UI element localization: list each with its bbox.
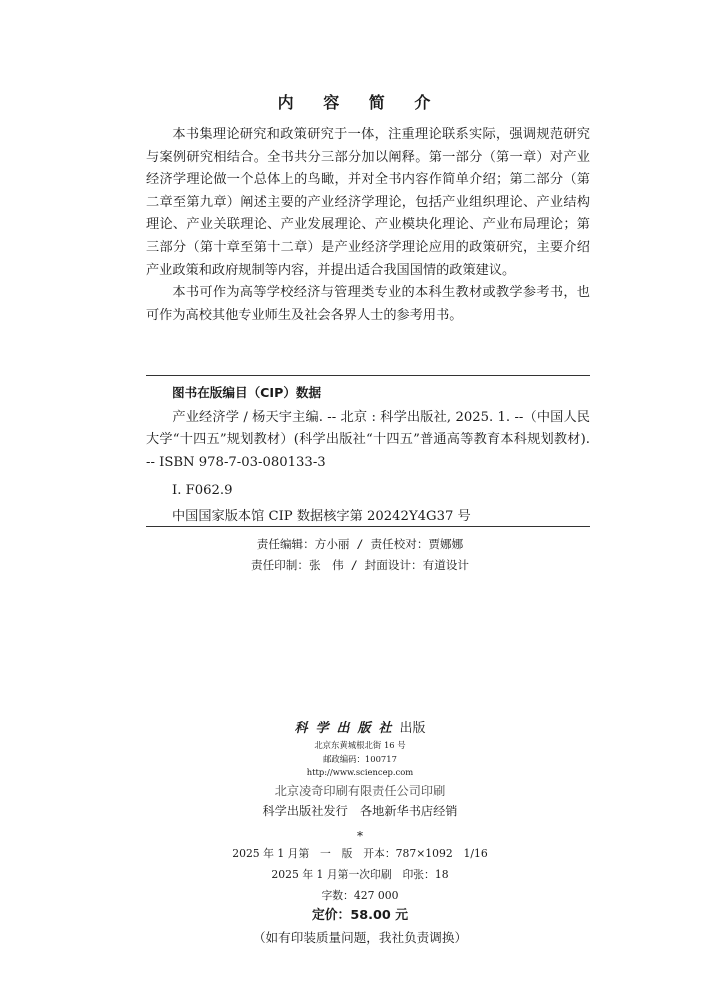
price: 定价：58.00 元 [311, 907, 409, 923]
website-link[interactable]: http://www.sciencep.com [306, 767, 414, 777]
editor-credit-line: 责任印制：张 伟 / 封面设计：有道设计 [250, 558, 470, 572]
summary-paragraph: 本书可作为高等学校经济与管理类专业的本科生教材或教学参考书，也可作为高校其他专业师生及社会各界人士的参考用书。 [146, 285, 590, 323]
cip-block [146, 382, 590, 529]
distributor-line: 科学出版社发行 各地新华书店经销 [262, 803, 458, 818]
quality-notice: （如有印装质量问题，我社负责调换） [252, 929, 468, 945]
printing-line: 2025 年 1 月第一次印刷 印张：18 [271, 867, 449, 881]
editor-credit-line: 责任编辑：方小丽 / 责任校对：贾娜娜 [256, 537, 464, 551]
publisher-suffix: 出版 [399, 721, 426, 736]
editor-credits [0, 534, 720, 576]
publisher-line [0, 717, 720, 736]
publisher-logo: 科学出版社 [294, 721, 400, 736]
colophon [0, 717, 720, 948]
printer-line: 北京凌奇印刷有限责任公司印刷 [274, 783, 446, 798]
separator-star: * [357, 828, 363, 843]
content-summary [146, 124, 590, 327]
cip-bottom-rule [146, 526, 590, 527]
summary-paragraph: 本书集理论研究和政策研究于一体，注重理论联系实际，强调规范研究与案例研究相结合。全书共分三部分加以阐释。第一部分（第一章）对产业经济学理论做一个总体上的鸟瞰，并对全书内容作简单介绍；第二部分（第二章至第九章）阐述主要的产业经济学理论，包括产业组织理论、产业结构理论、产业关联理论、产业发展理论、产业模块化理论、产业布局理论；第三部分（第十章至第十二章）是产业经济学理论应用的政策研究，主要介绍产业政策和政府规制等内容，并提出适合我国国情的政策建议。 [146, 127, 590, 278]
edition-line: 2025 年 1 月第 一 版 开本：787×1092 1/16 [232, 846, 488, 860]
page-title: 内 容 简 介 [277, 93, 443, 112]
publisher-address: 北京东黄城根北街 16 号 [314, 740, 406, 750]
word-count: 字数：427 000 [321, 888, 399, 902]
cip-data-number: 中国国家版本馆 CIP 数据核字第 20242Y4G37 号 [172, 508, 471, 524]
cip-record: 产业经济学 / 杨天宇主编. -- 北京 : 科学出版社, 2025. 1. --（中国人民大学“十四五”规划教材）(科学出版社“十四五”普通高等教育本科规划教材). -- ISBN 978-7-03-080133-3 [146, 409, 590, 470]
postcode: 邮政编码：100717 [323, 753, 397, 764]
cip-top-rule [146, 375, 590, 376]
cip-heading: 图书在版编目（CIP）数据 [172, 385, 322, 400]
cip-classification: Ⅰ. F062.9 [172, 483, 233, 499]
